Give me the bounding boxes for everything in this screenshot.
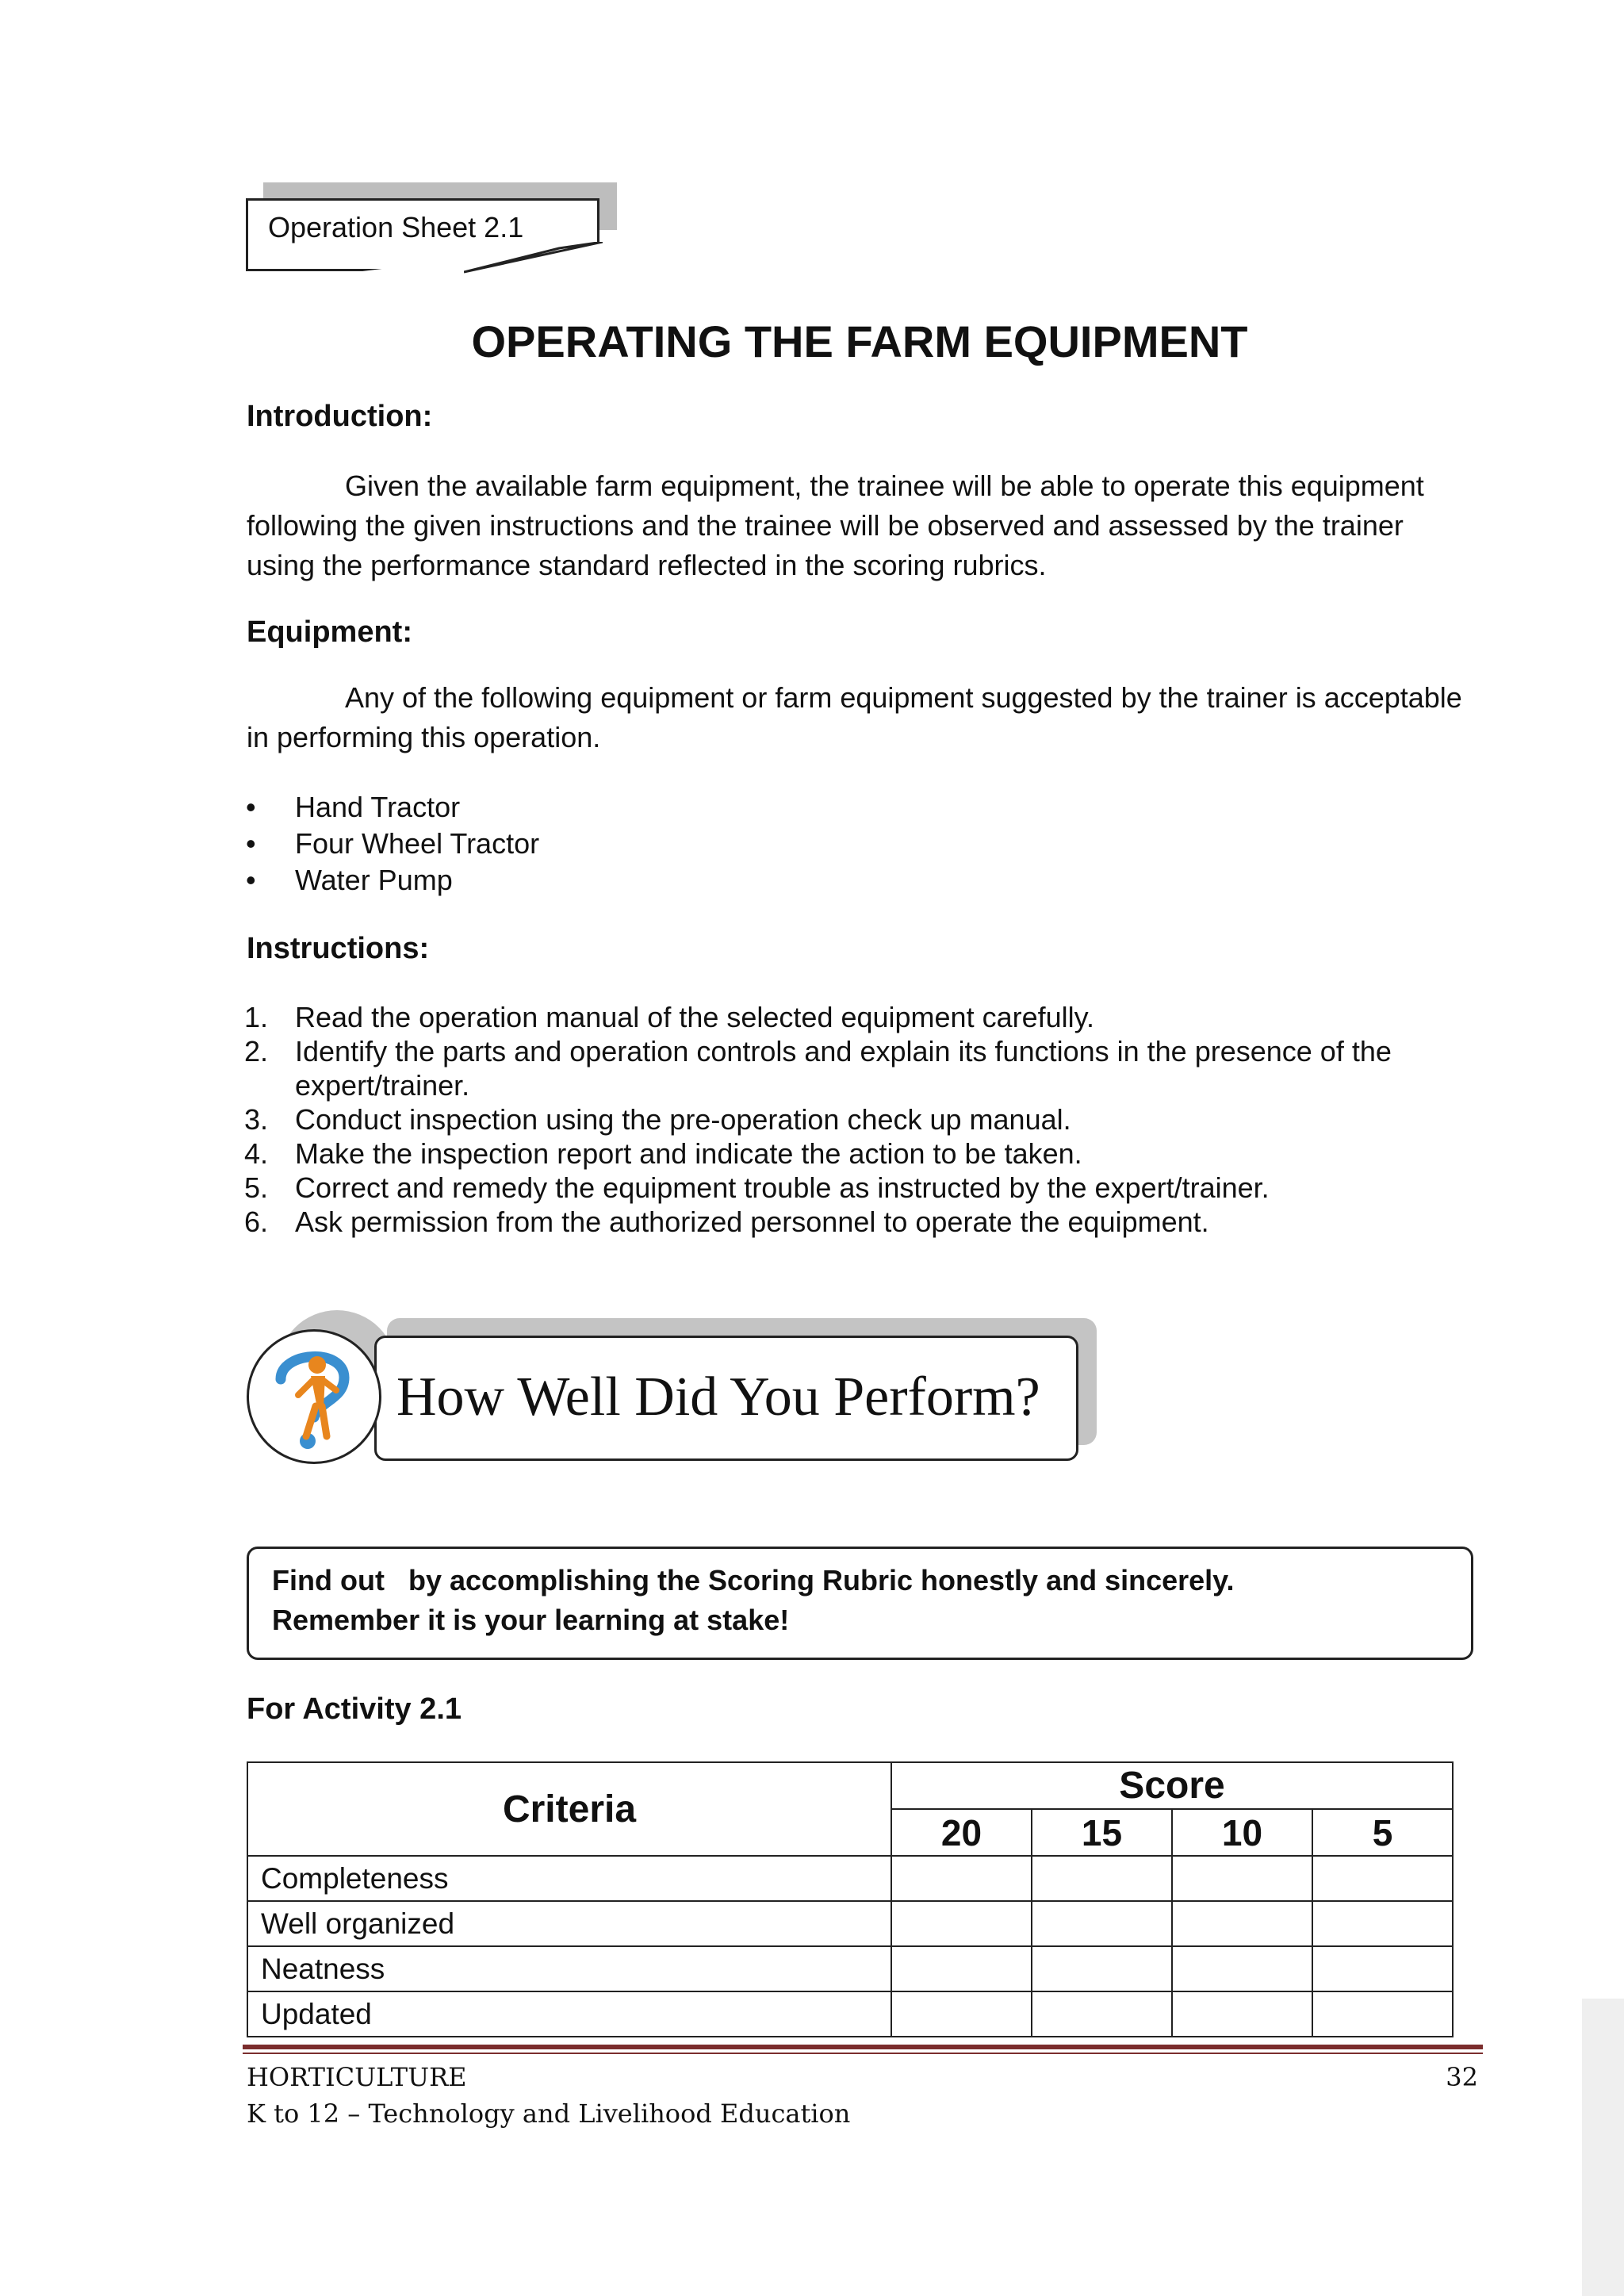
equipment-text: Any of the following equipment or farm equipment suggested by the trainer is acceptable in performing this operation. xyxy=(247,681,1462,753)
score-cell[interactable] xyxy=(1312,1856,1453,1901)
score-column-header: 5 xyxy=(1312,1809,1453,1856)
score-cell[interactable] xyxy=(1312,1991,1453,2037)
step-number: 5. xyxy=(244,1171,269,1204)
step-text: Make the inspection report and indicate the action to be taken. xyxy=(295,1137,1082,1170)
step-number: 2. xyxy=(244,1035,269,1068)
footer-subject: HORTICULTURE xyxy=(247,2062,467,2092)
introduction-heading: Introduction: xyxy=(247,400,433,433)
criterion-cell: Updated xyxy=(247,1991,891,2037)
scoring-rubric-table xyxy=(247,1761,1454,2037)
step-number: 4. xyxy=(244,1137,269,1170)
score-cell[interactable] xyxy=(891,1991,1032,2037)
step-text: Conduct inspection using the pre-operation check up manual. xyxy=(295,1103,1071,1136)
instruction-note xyxy=(272,1561,1235,1640)
table-row xyxy=(247,1991,1453,2037)
list-item xyxy=(244,1102,1469,1137)
score-cell[interactable] xyxy=(1172,1901,1312,1946)
score-column-header: 15 xyxy=(1032,1809,1172,1856)
list-item: • Four Wheel Tractor xyxy=(295,826,539,862)
step-text: Correct and remedy the equipment trouble as instructed by the expert/trainer. xyxy=(295,1171,1270,1204)
score-cell[interactable] xyxy=(1172,1856,1312,1901)
criterion-cell: Completeness xyxy=(247,1856,891,1901)
score-cell[interactable] xyxy=(1032,1946,1172,1991)
footer-rule-thin xyxy=(243,2053,1483,2054)
list-item: • Water Pump xyxy=(295,862,539,899)
list-item xyxy=(244,1137,1469,1171)
score-cell[interactable] xyxy=(1172,1946,1312,1991)
note-line: Remember it is your learning at stake! xyxy=(272,1604,790,1636)
equipment-heading: Equipment: xyxy=(247,615,412,649)
list-item xyxy=(244,1205,1469,1239)
step-number: 6. xyxy=(244,1205,269,1238)
activity-label: For Activity 2.1 xyxy=(247,1692,462,1726)
criterion-cell: Well organized xyxy=(247,1901,891,1946)
score-cell[interactable] xyxy=(891,1856,1032,1901)
list-item xyxy=(244,1171,1469,1205)
introduction-text: Given the available farm equipment, the trainee will be able to operate this equipment following the given instructions and the trainee will be observed and assessed by the trainer using the performance standard reflected in the scoring rubrics. xyxy=(247,470,1424,581)
score-cell[interactable] xyxy=(1312,1946,1453,1991)
score-cell[interactable] xyxy=(1032,1901,1172,1946)
criterion-cell: Neatness xyxy=(247,1946,891,1991)
score-cell[interactable] xyxy=(1312,1901,1453,1946)
footer-program: K to 12 – Technology and Livelihood Education xyxy=(247,2099,851,2129)
score-column-header: 10 xyxy=(1172,1809,1312,1856)
page-number: 32 xyxy=(1446,2062,1478,2092)
instructions-heading: Instructions: xyxy=(247,932,430,965)
equipment-list xyxy=(295,789,539,899)
table-row xyxy=(247,1856,1453,1901)
page-title: OPERATING THE FARM EQUIPMENT xyxy=(471,316,1248,366)
footer-rule xyxy=(243,2045,1483,2049)
table-row xyxy=(247,1946,1453,1991)
criteria-header: Criteria xyxy=(247,1762,891,1856)
step-text: Identify the parts and operation controls and explain its functions in the presence of the expert/trainer. xyxy=(295,1035,1392,1102)
score-cell[interactable] xyxy=(1032,1856,1172,1901)
score-cell[interactable] xyxy=(891,1901,1032,1946)
score-header: Score xyxy=(891,1762,1453,1809)
score-cell[interactable] xyxy=(891,1946,1032,1991)
note-line: Find out by accomplishing the Scoring Rubric honestly and sincerely. xyxy=(272,1564,1235,1596)
score-column-header: 20 xyxy=(891,1809,1032,1856)
question-mark-figure-icon xyxy=(249,1332,379,1462)
score-cell[interactable] xyxy=(1032,1991,1172,2037)
step-number: 1. xyxy=(244,1001,269,1033)
step-text: Ask permission from the authorized personnel to operate the equipment. xyxy=(295,1205,1209,1238)
step-text: Read the operation manual of the selected equipment carefully. xyxy=(295,1001,1094,1033)
page-edge-shading xyxy=(1582,1999,1624,2296)
page-curl-icon xyxy=(464,242,603,274)
list-item xyxy=(244,1000,1469,1034)
table-row xyxy=(247,1901,1453,1946)
instructions-list xyxy=(244,1000,1469,1239)
banner-title: How Well Did You Perform? xyxy=(396,1366,1040,1428)
step-number: 3. xyxy=(244,1103,269,1136)
list-item xyxy=(244,1034,1469,1102)
sheet-tab-label: Operation Sheet 2.1 xyxy=(268,211,524,243)
score-cell[interactable] xyxy=(1172,1991,1312,2037)
list-item: • Hand Tractor xyxy=(295,789,539,826)
banner-icon-circle xyxy=(247,1329,381,1464)
